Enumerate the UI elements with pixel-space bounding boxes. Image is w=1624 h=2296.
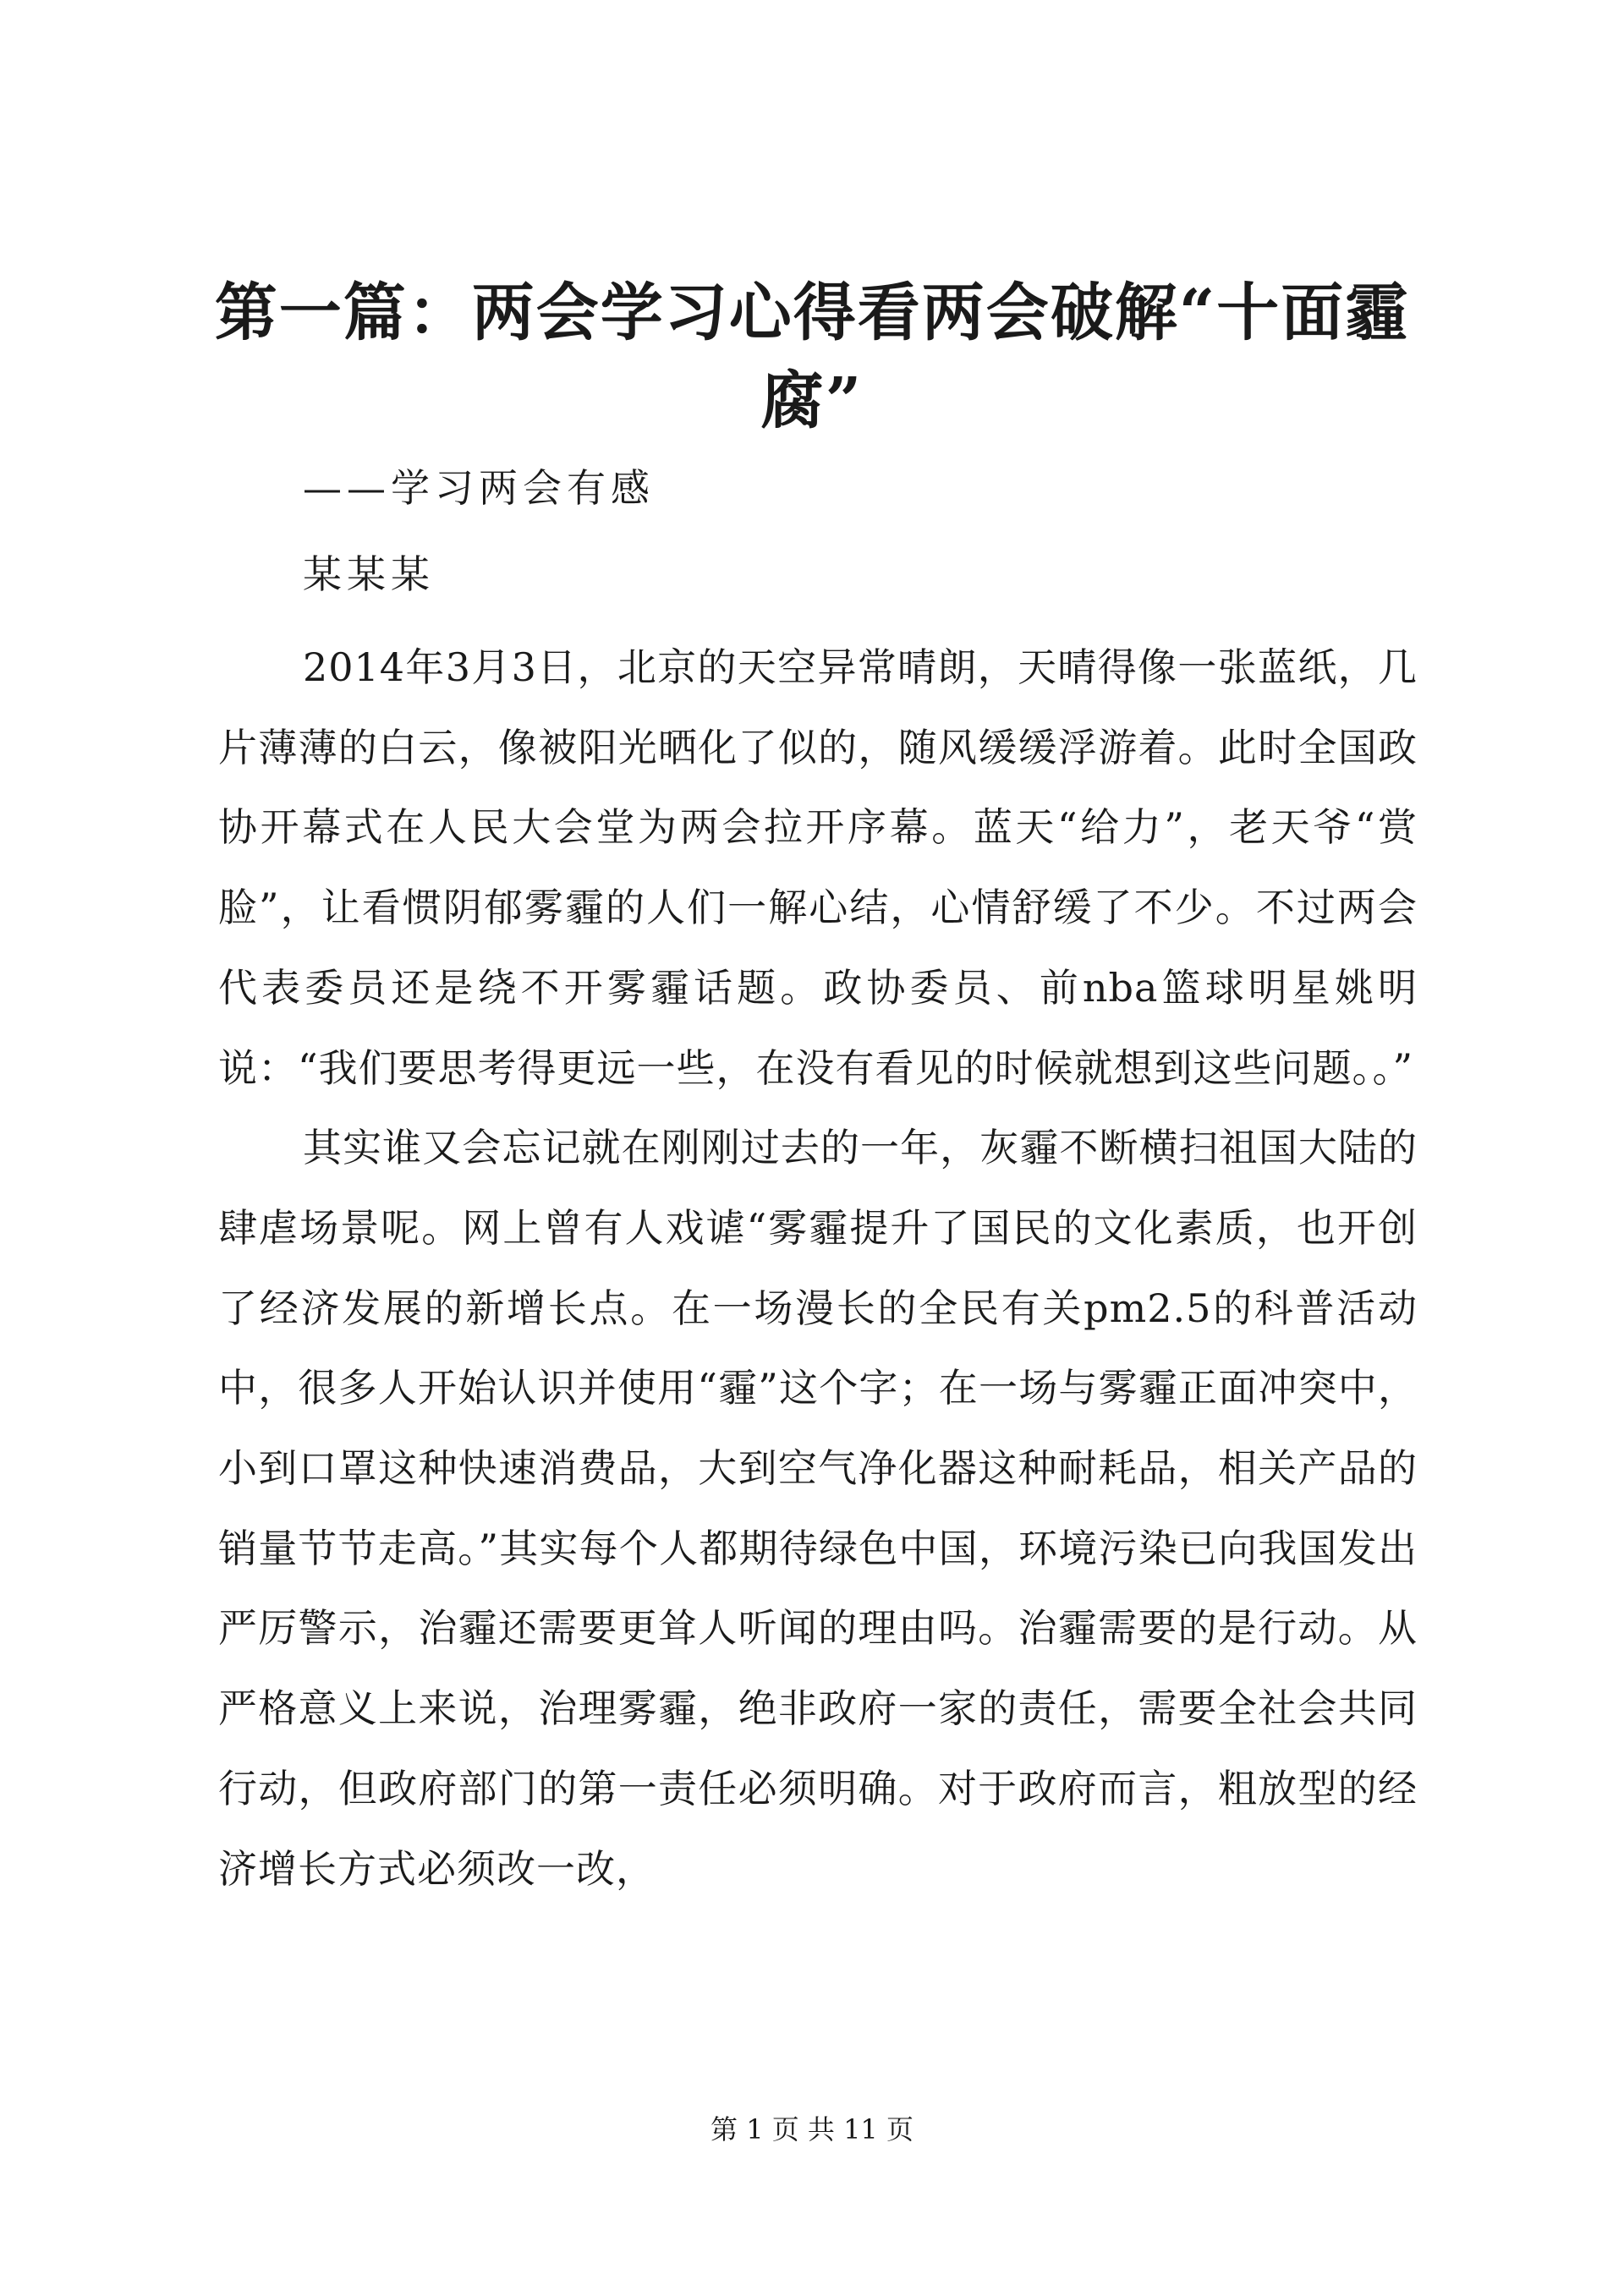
- paragraph: 2014年3月3日，北京的天空异常晴朗，天晴得像一张蓝纸，几片薄薄的白云，像被阳光晒化了似的，随风缓缓浮游着。此时全国政协开幕式在人民大会堂为两会拉开序幕。蓝天“给力”，老天爷“赏脸”，让看惯阴郁雾霾的人们一解心结，心情舒缓了不少。不过两会代表委员还是绕不开雾霾话题。政协委员、前nba篮球明星姚明说：“我们要思考得更远一些，在没有看见的时候就想到这些问题。。”: [218, 644, 1418, 1091]
- document-title: 第一篇：两会学习心得看两会破解“十面霾腐”: [214, 277, 1410, 437]
- paragraph: 其实谁又会忘记就在刚刚过去的一年，灰霾不断横扫祖国大陆的肆虐场景呢。网上曾有人戏谑“雾霾提升了国民的文化素质，也开创了经济发展的新增长点。在一场漫长的全民有关pm2.5的科普活动中，很多人开始认识并使用“霾”这个字；在一场与雾霾正面冲突中，小到口罩这种快速消费品，大到空气净化器这种耐耗品，相关产品的销量节节走高。”其实每个人都期待绿色中国，环境污染已向我国发出严厉警示，治霾还需要更耸人听闻的理由吗。治霾需要的是行动。从严格意义上来说，治理雾霾，绝非政府一家的责任，需要全社会共同行动，但政府部门的第一责任必须明确。对于政府而言，粗放型的经济增长方式必须改一改，: [218, 1125, 1418, 1892]
- document-author: 某某某: [303, 551, 435, 597]
- document-subtitle: ——学习两会有感: [303, 465, 655, 511]
- page-number-footer: 第 1 页 共 11 页: [710, 2113, 914, 2145]
- document-body: [218, 627, 1418, 1909]
